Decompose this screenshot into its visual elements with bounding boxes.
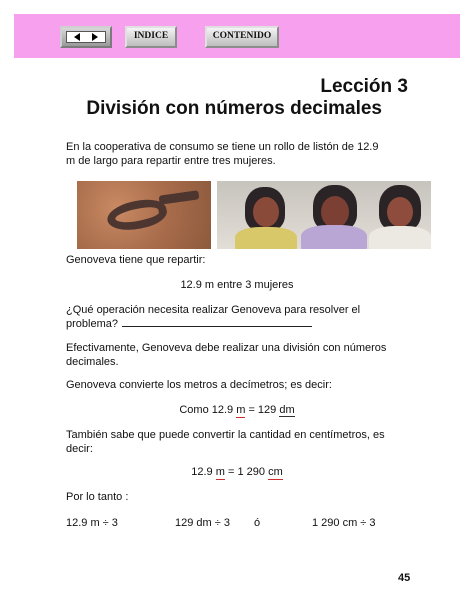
- cm-unit: cm: [268, 466, 283, 478]
- contenido-button[interactable]: CONTENIDO: [205, 26, 279, 48]
- como-dm: dm: [279, 404, 295, 416]
- answer-blank: [122, 326, 312, 327]
- header-bar: [14, 14, 460, 58]
- efectivamente-line-1: Efectivamente, Genoveva debe realizar una división con números: [66, 342, 387, 354]
- como-line: [66, 403, 408, 417]
- repartir-line: 12.9 m entre 3 mujeres: [180, 279, 294, 291]
- como-m: m: [236, 404, 246, 416]
- ribbon-tail: [159, 190, 200, 204]
- genoveva-line: Genoveva tiene que repartir:: [66, 254, 206, 266]
- question-line-1: ¿Qué operación necesita realizar Genoveva para resolver el: [66, 304, 361, 316]
- convierte-line: Genoveva convierte los metros a decímetros; es decir:: [66, 379, 332, 391]
- como-prefix: Como 12.9: [179, 404, 234, 416]
- operation-2: 129 dm ÷ 3: [175, 517, 230, 529]
- cm-eq: = 1 290: [227, 466, 265, 478]
- operation-3: 1 290 cm ÷ 3: [312, 517, 376, 529]
- lesson-number: Lección 3: [320, 76, 408, 97]
- cm-prefix: 12.9: [191, 466, 213, 478]
- indice-button[interactable]: INDICE: [125, 26, 177, 48]
- question-text: problema?: [66, 318, 118, 330]
- tambien-line-1: También sabe que puede convertir la cantidad en centímetros, es: [66, 429, 385, 441]
- tambien-line-2: decir:: [66, 443, 93, 455]
- women-photo: [217, 181, 431, 249]
- arrow-right-icon[interactable]: [92, 33, 98, 41]
- page-number: 45: [398, 572, 411, 584]
- intro-line-1: En la cooperativa de consumo se tiene un rollo de listón de 12.9: [66, 141, 379, 153]
- efectivamente-line-2: decimales.: [66, 356, 119, 368]
- nav-arrows[interactable]: [60, 26, 112, 48]
- question-line-2: [66, 317, 312, 331]
- por-lo-tanto: Por lo tanto :: [66, 491, 129, 503]
- cm-line: [66, 465, 408, 479]
- operation-1: 12.9 m ÷ 3: [66, 517, 118, 529]
- operation-or: ó: [254, 517, 261, 529]
- arrow-left-icon[interactable]: [74, 33, 80, 41]
- como-eq: = 129: [248, 404, 277, 416]
- lesson-title: División con números decimales: [86, 98, 382, 119]
- ribbon-photo: [77, 181, 211, 249]
- cm-m: m: [215, 466, 225, 478]
- intro-line-2: m de largo para repartir entre tres mujeres.: [66, 155, 276, 167]
- nav-arrows-inner: [66, 31, 106, 43]
